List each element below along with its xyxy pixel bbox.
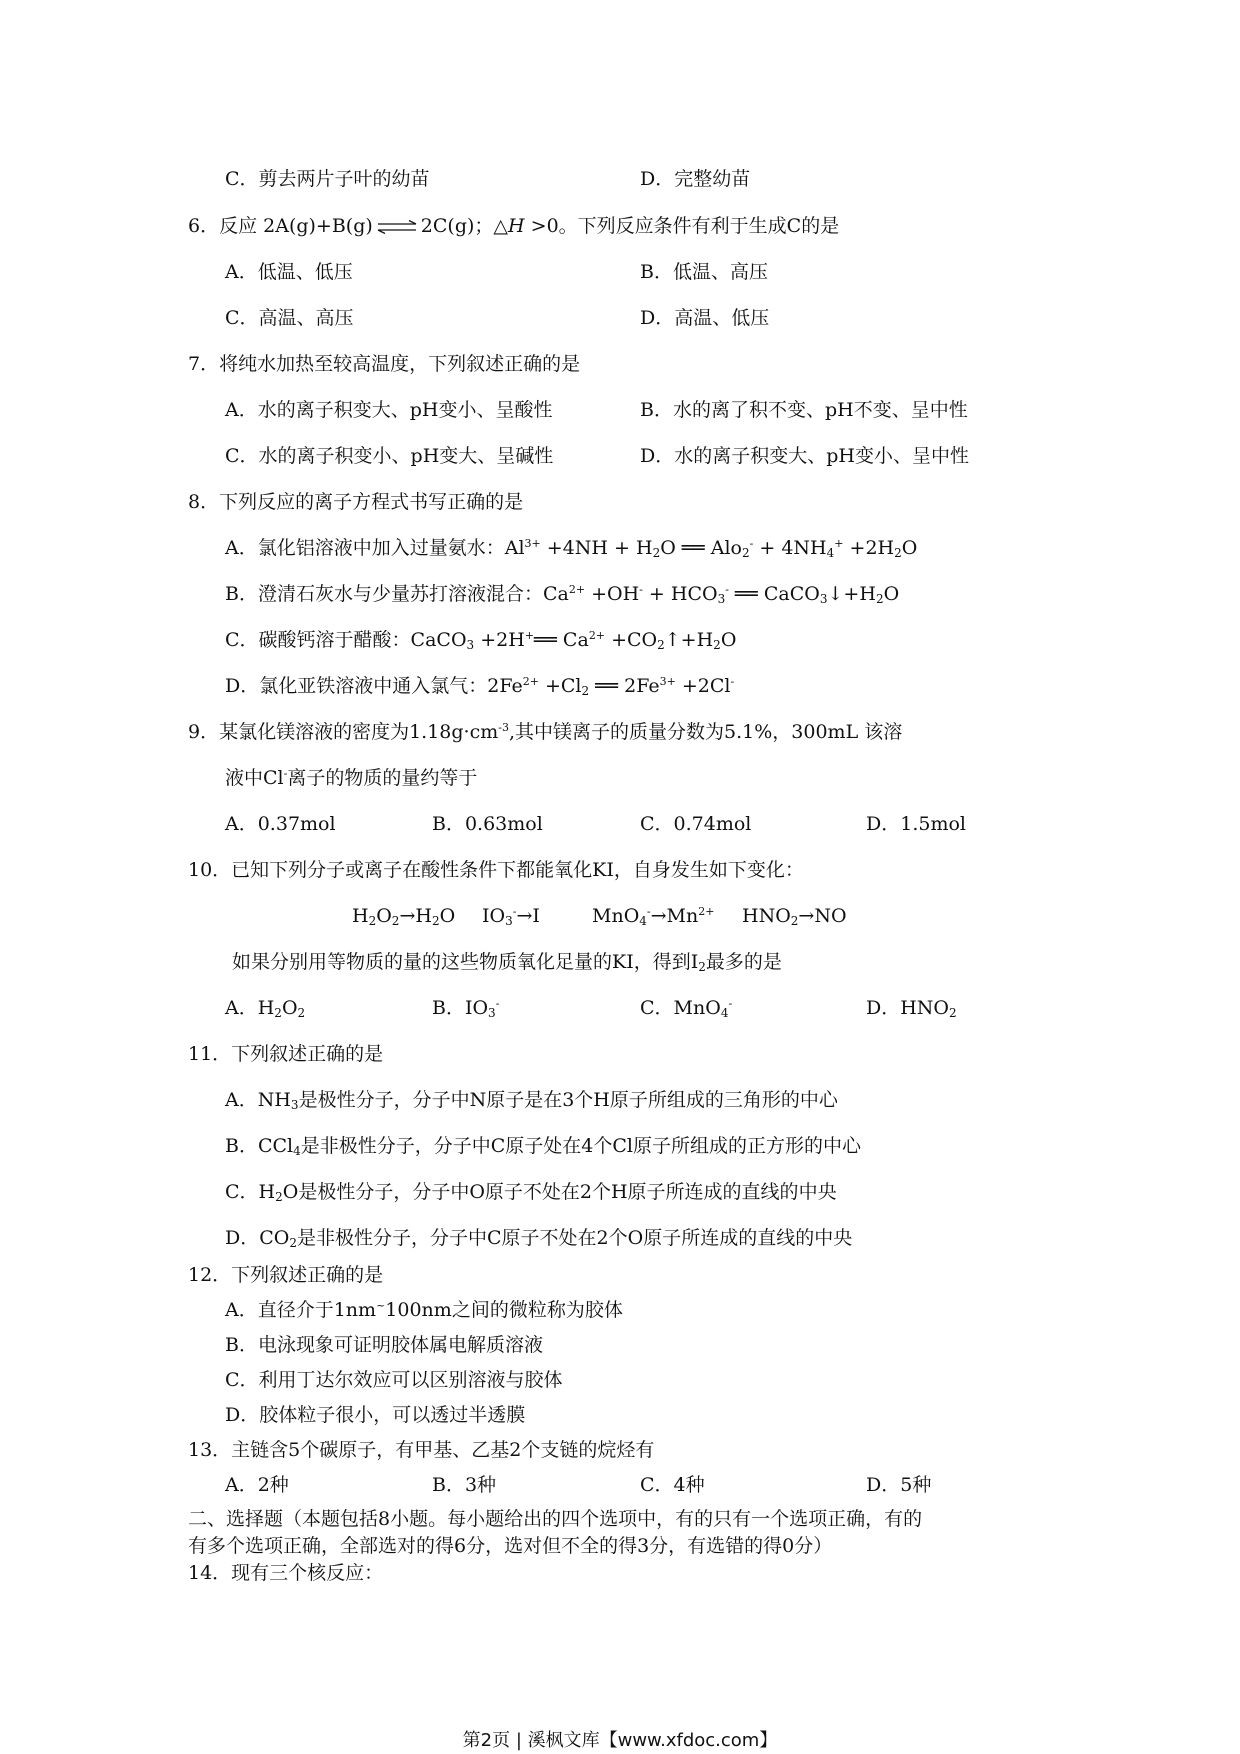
q10-r1-text: →H — [399, 905, 432, 927]
q11-d-subscript: 2 — [289, 1236, 297, 1250]
q12-a-tilde: ~ — [376, 1299, 386, 1312]
q6-option-b: B．低温、高压 — [640, 261, 768, 283]
q9-option-c: C．0.74mol — [640, 813, 752, 835]
q13-option-c: C．4种 — [640, 1474, 705, 1496]
q8-c-text: ↑+H — [664, 629, 714, 651]
q10-a-text: O — [281, 997, 298, 1019]
q8-option-d — [225, 673, 734, 699]
q13-option-d: D．5种 — [866, 1474, 932, 1496]
q7-option-c: C．水的离子积变小、pH变大、呈碱性 — [225, 445, 554, 467]
q9-text: ,其中镁离子的质量分数为5.1%，300mL 该溶 — [508, 721, 903, 743]
q8-stem: 8．下列反应的离子方程式书写正确的是 — [188, 491, 524, 513]
q11-c-subscript: 2 — [275, 1190, 283, 1204]
q10-r1-subscript: 2 — [368, 914, 377, 928]
q8-a-charge: 3+ — [524, 537, 541, 550]
q8-c-subscript: 2 — [713, 638, 721, 652]
q10-option-b — [432, 995, 499, 1021]
q8-b-text: + HCO — [642, 583, 718, 605]
q8-b-charge: - — [639, 583, 643, 596]
q6-option-c: C．高温、高压 — [225, 307, 354, 329]
q12-option-c: C．利用丁达尔效应可以区别溶液与胶体 — [225, 1369, 563, 1391]
q10-r1-text: O — [439, 905, 456, 927]
q10-r2-text: →I — [516, 905, 540, 927]
q8-b-text: B．澄清石灰水与少量苏打溶液混合：Ca — [225, 583, 569, 605]
q12-a-text: 100nm之间的微粒称为胶体 — [385, 1299, 623, 1321]
q10-r4-subscript: 2 — [790, 914, 799, 928]
q11-d-text: 是非极性分子，分子中C原子不处在2个O原子所连成的直线的中央 — [297, 1227, 853, 1249]
q10-c-charge: - — [728, 997, 733, 1010]
q10-text: 最多的是 — [705, 951, 782, 973]
q10-c-subscript: 4 — [720, 1006, 729, 1020]
q10-r4-text: HNO — [742, 905, 791, 927]
q8-c-charge: + — [524, 629, 535, 642]
q11-option-d — [225, 1225, 852, 1251]
q11-a-text: A．NH — [225, 1089, 291, 1111]
q6-stem-pre: 6．反应 2A(g)+B(g) — [188, 215, 373, 237]
q12-option-a — [225, 1297, 623, 1323]
q10-r3-text: →Mn — [650, 905, 699, 927]
q8-c-text: ══ Ca — [534, 629, 589, 651]
q8-a-text: +4NH + H — [540, 537, 653, 559]
q11-option-c — [225, 1179, 837, 1205]
q9-text: 离子的物质的量约等于 — [287, 767, 478, 789]
q8-c-text: +CO — [605, 629, 658, 651]
q8-a-charge: - — [749, 537, 754, 550]
q7-option-b: B．水的离了积不变、pH不变、呈中性 — [640, 399, 968, 421]
q6-stem-mid: 2C(g)；△ — [420, 215, 509, 237]
q9-stem-line1 — [188, 719, 902, 745]
q8-c-subscript: 2 — [657, 638, 665, 652]
q8-c-text: C．碳酸钙溶于醋酸：CaCO — [225, 629, 467, 651]
q10-stem: 10．已知下列分子或离子在酸性条件下都能氧化KI，自身发生如下变化： — [188, 859, 804, 881]
q11-c-text: C．H — [225, 1181, 276, 1203]
q8-b-text: O — [883, 583, 900, 605]
q10-r2-text: IO — [482, 905, 506, 927]
q9-exponent: -3 — [498, 721, 509, 734]
q11-a-text: 是极性分子，分子中N原子是在3个H原子所组成的三角形的中心 — [298, 1089, 838, 1111]
q9-option-b: B．0.63mol — [432, 813, 543, 835]
q9-text: 液中Cl — [225, 767, 284, 789]
q10-reaction-3 — [592, 903, 714, 929]
q8-a-charge: + — [834, 537, 844, 550]
q10-r1-text: H — [352, 905, 369, 927]
q8-c-charge: 2+ — [588, 629, 606, 642]
q7-option-a: A．水的离子积变大、pH变小、呈酸性 — [225, 399, 553, 421]
q10-reaction-1 — [352, 903, 455, 929]
q8-c-text: +2H — [474, 629, 525, 651]
q8-a-text: +2H — [843, 537, 895, 559]
q8-d-text: +Cl — [538, 675, 582, 697]
q6-stem-post: >0。下列反应条件有利于生成C的是 — [524, 215, 840, 237]
q8-d-charge: - — [730, 675, 735, 688]
q6-stem — [188, 213, 839, 239]
q10-r2-subscript: 3 — [505, 914, 513, 928]
q8-d-text: ══ 2Fe — [589, 675, 660, 697]
q11-stem: 11．下列叙述正确的是 — [188, 1043, 384, 1065]
q10-reaction-4 — [742, 903, 847, 929]
q10-text: 如果分别用等物质的量的这些物质氧化足量的KI，得到I — [232, 951, 699, 973]
q9-text: 9．某氯化镁溶液的密度为1.18g·cm — [188, 721, 499, 743]
q5-option-d: D．完整幼苗 — [640, 168, 751, 190]
q11-d-text: D．CO — [225, 1227, 290, 1249]
q8-option-a — [225, 535, 917, 561]
q8-a-text: O — [901, 537, 918, 559]
q8-c-subscript: 3 — [466, 638, 475, 652]
q10-option-a — [225, 995, 305, 1021]
q11-b-text: B．CCl — [225, 1135, 294, 1157]
q10-r1-subscript: 2 — [391, 914, 400, 928]
q10-subscript: 2 — [698, 960, 706, 974]
q12-option-d: D．胶体粒子很小，可以透过半透膜 — [225, 1404, 526, 1426]
q7-stem: 7．将纯水加热至较高温度，下列叙述正确的是 — [188, 353, 581, 375]
q13-stem: 13．主链含5个碳原子，有甲基、乙基2个支链的烷烃有 — [188, 1439, 655, 1461]
q9-option-d: D．1.5mol — [866, 813, 966, 835]
q14-stem: 14．现有三个核反应： — [188, 1562, 384, 1584]
q11-option-b — [225, 1133, 861, 1159]
q8-a-text: O ══ Alo — [660, 537, 742, 559]
q8-d-subscript: 2 — [581, 684, 590, 698]
q9-stem-line2 — [225, 765, 477, 791]
q10-c-text: C．MnO — [640, 997, 721, 1019]
q12-option-b: B．电泳现象可证明胶体属电解质溶液 — [225, 1334, 543, 1356]
q5-option-c: C．剪去两片子叶的幼苗 — [225, 168, 430, 190]
q8-b-subscript: 2 — [875, 592, 884, 606]
q10-b-text: B．IO — [432, 997, 489, 1019]
q8-c-text: O — [720, 629, 737, 651]
q13-option-b: B．3种 — [432, 1474, 497, 1496]
q8-b-text: +OH — [585, 583, 640, 605]
q8-b-charge: - — [725, 583, 729, 596]
q10-d-text: D．HNO — [866, 997, 950, 1019]
q8-a-subscript: 4 — [826, 546, 835, 560]
q6-option-a: A．低温、低压 — [225, 261, 353, 283]
section2-heading-line2: 有多个选项正确，全部选对的得6分，选对但不全的得3分，有选错的得0分） — [188, 1535, 833, 1557]
q8-b-subscript: 3 — [717, 592, 726, 606]
q10-a-subscript: 2 — [274, 1006, 282, 1020]
q8-b-text: ↓+H — [827, 583, 876, 605]
q11-b-subscript: 4 — [293, 1144, 301, 1158]
q11-a-subscript: 3 — [290, 1098, 299, 1112]
q9-option-a: A．0.37mol — [225, 813, 336, 835]
q8-b-text: ══ CaCO — [728, 583, 820, 605]
q12-stem: 12．下列叙述正确的是 — [188, 1264, 384, 1286]
q10-d-subscript: 2 — [949, 1006, 957, 1020]
q8-d-charge: 2+ — [522, 675, 539, 688]
q8-d-text: D．氯化亚铁溶液中通入氯气：2Fe — [225, 675, 523, 697]
q10-a-text: A．H — [225, 997, 275, 1019]
q13-option-a: A．2种 — [225, 1474, 289, 1496]
q10-a-subscript: 2 — [297, 1006, 306, 1020]
q12-a-text: A．直径介于1nm — [225, 1299, 377, 1321]
q10-r1-subscript: 2 — [431, 914, 440, 928]
q10-option-d — [866, 995, 957, 1021]
q8-a-text: A．氯化铝溶液中加入过量氨水：Al — [225, 537, 525, 559]
q8-d-charge: 3+ — [659, 675, 676, 688]
q10-r4-text: →NO — [798, 905, 847, 927]
section2-heading-line1: 二、选择题（本题包括8小题。每小题给出的四个选项中，有的只有一个选项正确，有的 — [188, 1508, 923, 1530]
q10-option-c — [640, 995, 732, 1021]
q10-b-subscript: 3 — [488, 1006, 496, 1020]
q10-r3-charge: - — [646, 905, 651, 918]
page-footer: 第2页 | 溪枫文库【www.xfdoc.com】 — [462, 1730, 778, 1751]
q8-d-text: +2Cl — [675, 675, 731, 697]
q8-option-b — [225, 581, 899, 607]
q8-b-subscript: 3 — [819, 592, 828, 606]
q7-option-d: D．水的离子积变大、pH变小、呈中性 — [640, 445, 969, 467]
q10-stem-line3 — [232, 949, 782, 975]
q6-option-d: D．高温、低压 — [640, 307, 770, 329]
q9-charge: - — [283, 767, 288, 780]
q8-a-text: + 4NH — [753, 537, 827, 559]
q8-a-subscript: 2 — [894, 546, 902, 560]
q10-r3-text: MnO — [592, 905, 640, 927]
q10-r3-subscript: 4 — [639, 914, 647, 928]
q8-a-subscript: 2 — [652, 546, 661, 560]
q8-option-c — [225, 627, 736, 653]
q8-b-charge: 2+ — [568, 583, 586, 596]
q10-r3-charge: 2+ — [698, 905, 715, 918]
q10-reaction-2 — [482, 903, 540, 929]
q8-a-subscript: 2 — [741, 546, 750, 560]
q10-r2-charge: - — [512, 905, 517, 918]
q10-b-charge: - — [495, 997, 500, 1010]
q10-r1-text: O — [376, 905, 392, 927]
q6-h-symbol: H — [508, 215, 525, 237]
equilibrium-arrow-icon — [376, 220, 418, 234]
q11-b-text: 是非极性分子，分子中C原子处在4个Cl原子所组成的正方形的中心 — [300, 1135, 862, 1157]
q11-option-a — [225, 1087, 838, 1113]
q11-c-text: O是极性分子，分子中O原子不处在2个H原子所连成的直线的中央 — [282, 1181, 837, 1203]
